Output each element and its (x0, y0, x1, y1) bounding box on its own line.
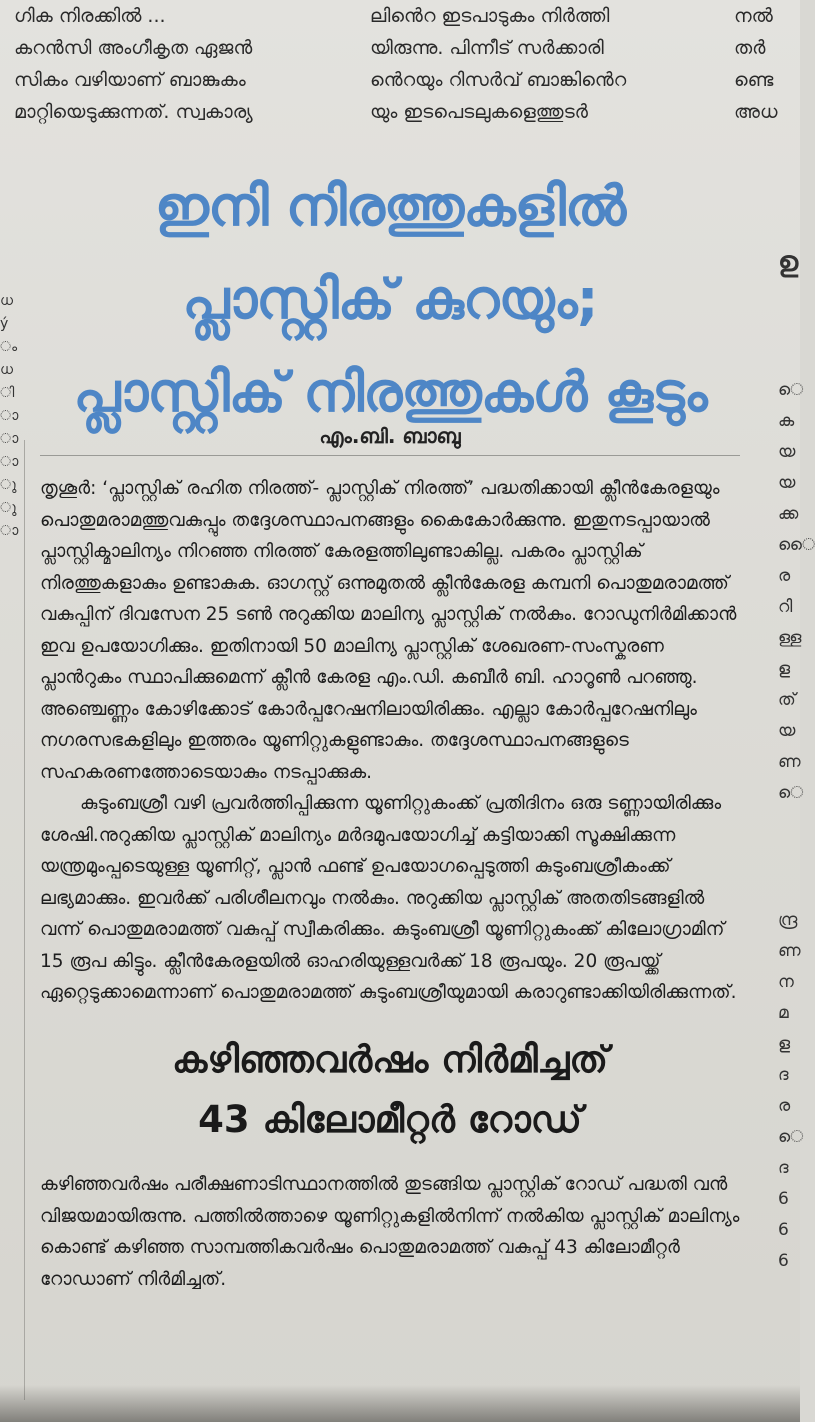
top-column-line: ൻെറയും റിസർവ് ബാങ്കിൻെറ (370, 69, 627, 91)
fragment-char: ണ (778, 941, 801, 961)
right-column-fragment (778, 245, 815, 1277)
fragment-char: ാ (0, 408, 19, 424)
fragment-char: യ (778, 721, 796, 741)
fragment-char: ധ (0, 293, 13, 309)
fragment-char: ാ (0, 454, 19, 470)
fragment-char: ണ (778, 752, 801, 772)
article-paragraph: തൃശൂർ: ‘പ്ലാസ്റ്റിക് രഹിത നിരത്ത്- പ്ലാസ്റ്റിക് നിരത്ത്’ പദ്ധതിക്കായി ക്ലീൻകേരളയും പൊതുമരാമത്തുവകുപ്പും തദ്ദേശസ്ഥാപനങ്ങളും കൈകോർക്കുന്നു. ഇതുനടപ്പായാൽ പ്ലാസ്റ്റിക്മാലിന്യം നിറഞ്ഞ നിരത്ത് കേരളത്തിലുണ്ടാകില്ല. പകരം പ്ലാസ്റ്റിക് നിരത്തുകളാകും ഉണ്ടാകുക. ഓഗസ്റ്റ് ഒന്നുമുതൽ ക്ലീൻകേരള കമ്പനി പൊതുമരാമത്ത് വകുപ്പിന് ദിവസേന 25 ടൺ നുറുക്കിയ മാലിന്യ പ്ലാസ്റ്റിക് നൽകും. റോഡുനിർമിക്കാൻ ഇവ ഉപയോഗിക്കും. ഇതിനായി 50 മാലിന്യ പ്ലാസ്റ്റിക് ശേഖരണ-സംസ്കരണ പ്ലാൻറുകം സ്ഥാപിക്കുമെന്ന് ക്ലീൻ കേരള എം.ഡി. കബീർ ബി. ഹാറൂൺ പറഞ്ഞു. അഞ്ചെണ്ണം കോഴിക്കോട് കോർപ്പറേഷനിലായിരിക്കും. എല്ലാ കോർപ്പറേഷനിലും നഗരസഭകളിലും ഇത്തരം യൂണിറ്റുകളുണ്ടാകും. തദ്ദേശസ്ഥാപനങ്ങളുടെ സഹകരണത്തോടെയാകും നടപ്പാക്കുക. (40, 478, 737, 783)
top-column-line: ലിൻെറ ഇടപാടുകം നിർത്തി (370, 5, 610, 27)
fragment-char: 6 (778, 1220, 789, 1240)
byline-divider (40, 455, 740, 456)
fragment-char: ി (0, 385, 15, 401)
fragment-char: ന്ദ്ര (778, 910, 798, 930)
article-paragraph: കഴിഞ്ഞവർഷം പരീക്ഷണാടിസ്ഥാനത്തിൽ തുടങ്ങിയ പ്ലാസ്റ്റിക് റോഡ് പദ്ധതി വൻ വിജയമായിരുന്നു. പത്തിൽത്താഴെ യൂണിറ്റുകളിൽനിന്ന് നൽകിയ പ്ലാസ്റ്റിക് മാലിന്യം കൊണ്ട് കഴിഞ്ഞ സാമ്പത്തികവർഷം പൊതുമരാമത്ത് വകുപ്പ് 43 കിലോമീറ്റർ റോഡാണ് നിർമിച്ചത്. (40, 1174, 740, 1290)
fragment-char: ത് (778, 690, 796, 710)
fragment-char: ര (778, 566, 791, 586)
fragment-char: െ (778, 380, 804, 400)
headline-line-1: ഇനി നിരത്തുകളിൽ (154, 174, 626, 238)
fragment-char: ദ (778, 1158, 789, 1178)
fragment-char: ധ (0, 362, 13, 378)
fragment-char: ý (0, 316, 9, 332)
top-column-line: മാറ്റിയെടുക്കുന്നത്. സ്വകാര്യ (14, 101, 253, 123)
article-body (40, 473, 750, 1009)
section-body (40, 1169, 750, 1295)
fragment-char: ു (0, 477, 17, 493)
article-paragraph: കുടുംബശ്രീ വഴി പ്രവർത്തിപ്പിക്കുന്ന യൂണിറ്റുകംക്ക് പ്രതിദിനം ഒരു ടണ്ണായിരിക്കും ശേഷി.നുറുക്കിയ പ്ലാസ്റ്റിക് മാലിന്യം മർദമുപയോഗിച്ച് കട്ടിയാക്കി സൂക്ഷിക്കുന്ന യന്ത്രമുംപ്പടെയുള്ള യൂണിറ്റ്, പ്ലാൻ ഫണ്ട് ഉപയോഗപ്പെടുത്തി കുടുംബശ്രീകംക്ക് ലഭ്യമാക്കും. ഇവർക്ക് പരിശീലനവും നൽകും. നുറുക്കിയ പ്ലാസ്റ്റിക് അതതിടങ്ങളിൽ വന്ന് പൊതുമരാമത്ത് വകുപ്പ് സ്വീകരിക്കും. കുടുംബശ്രീ യൂണിറ്റുകംക്ക് കിലോഗ്രാമിന് 15 രൂപ കിട്ടും. ക്ലീൻകേരളയിൽ ഓഹരിയുള്ളവർക്ക് 18 രൂപയും. 20 രൂപയ്ക്ക് ഏറ്റെടുക്കാമെന്നാണ് പൊതുമരാമത്ത് കുടുംബശ്രീയുമായി കരാറുണ്ടാക്കിയിരിക്കുന്നത്. (40, 793, 737, 1003)
top-column-line: യും ഇടപെടലുകളെത്തുടർ (370, 101, 588, 123)
fragment-char: ള (778, 659, 791, 679)
headline-line-2: പ്ലാസ്റ്റിക് കുറയും; (182, 267, 598, 331)
section-subheading (40, 1031, 740, 1151)
top-column-line: ഗിക നിരക്കിൽ ... (14, 5, 166, 27)
top-column-left (14, 0, 356, 128)
fragment-char: യ (778, 442, 796, 462)
column-divider (24, 440, 25, 1400)
fragment-char: ക്ക (778, 504, 799, 524)
fragment-char: െ (778, 1127, 804, 1147)
top-column-middle (370, 0, 720, 128)
article-headline (40, 160, 740, 439)
fragment-char: ൈ (778, 535, 815, 555)
left-column-fragment (0, 290, 19, 543)
fragment-char: ാ (0, 523, 19, 539)
fragment-heading: ഉ (778, 245, 799, 278)
fragment-char: ര (778, 1096, 791, 1116)
fragment-char: ാ (0, 431, 19, 447)
top-column-line: കറൻസി അംഗീകൃത ഏജൻ (14, 37, 253, 59)
subheading-line-2: 43 കിലോമീറ്റർ റോഡ് (198, 1098, 582, 1141)
page-edge-shadow (0, 1385, 800, 1422)
fragment-char: 6 (778, 1251, 789, 1271)
top-column-line: യിരുന്നു. പിന്നീട് സർക്കാരി (370, 37, 604, 59)
top-column-line: നൽ (734, 5, 773, 27)
subheading-line-1: കഴിഞ്ഞവർഷം നിർമിച്ചത് (171, 1038, 609, 1081)
fragment-char: ള (778, 1034, 791, 1054)
headline-line-3: പ്ലാസ്റ്റിക് നിരത്തുകൾ കൂടും (73, 360, 707, 424)
fragment-gap (778, 809, 800, 905)
top-column-line: ണ്ടെ (734, 69, 774, 91)
fragment-char: ക (778, 411, 795, 431)
fragment-char: റി (778, 597, 793, 617)
fragment-char: ള്ള (778, 628, 802, 648)
fragment-char: ു (0, 500, 17, 516)
article-byline: എം.ബി. ബാബു (319, 424, 461, 448)
fragment-char: യ (778, 473, 796, 493)
top-column-line: സികം വഴിയാണ് ബാങ്കുകം (14, 69, 246, 91)
fragment-char: െ (778, 783, 804, 803)
top-column-right (734, 0, 800, 128)
fragment-char: ം (0, 339, 18, 355)
top-column-line: അധ (734, 101, 778, 123)
top-column-line: തർ (734, 37, 766, 59)
fragment-char: ദ (778, 1065, 789, 1085)
fragment-char: 6 (778, 1189, 789, 1209)
fragment-char: ന (778, 972, 794, 992)
fragment-char: മ (778, 1003, 789, 1023)
